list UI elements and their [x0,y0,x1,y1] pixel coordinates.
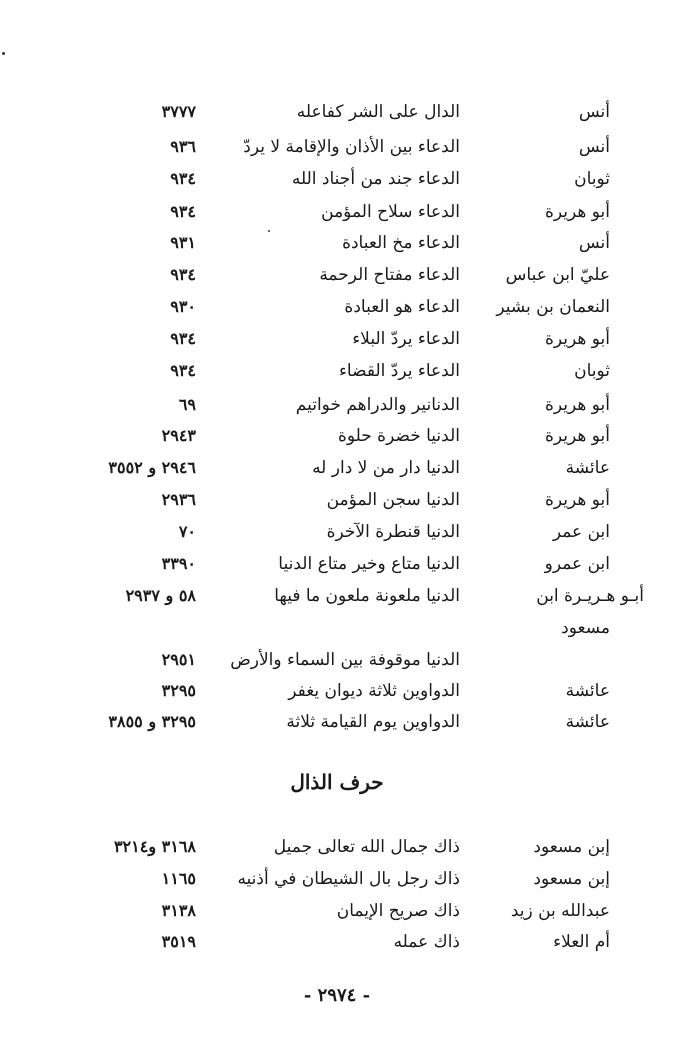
list-item [0,707,674,737]
hadith-text: الدنيا ملعونة ملعون ما فيها [274,586,460,606]
narrator: النعمان بن بشير [496,297,610,317]
hadith-number: ٣٢٩٥ [161,681,196,700]
list-item-continuation [0,613,674,643]
hadith-number: ١١٦٥ [161,869,196,888]
narrator: أبو هريرة [544,490,610,510]
list-item [0,132,674,162]
hadith-text: الدعاء بين الأذان والإقامة لا يردّ [243,137,460,157]
list-item [0,197,674,227]
hadith-text: ذاك صريح الإيمان [336,901,460,921]
list-item [0,864,674,894]
list-item [0,421,674,451]
narrator: إبن مسعود [533,837,610,857]
hadith-text: الدعاء سلاح المؤمن [321,202,460,222]
hadith-number: ٢٩٤٦ و ٣٥٥٢ [108,458,196,477]
hadith-text: الدال على الشر كفاعله [296,102,460,122]
narrator: أنس [578,137,610,157]
hadith-number: ٩٣٤ [170,169,196,188]
hadith-number: ٩٣٤ [170,329,196,348]
hadith-number: ٩٣٤ [170,265,196,284]
narrator: أبو هريرة [544,395,610,415]
hadith-number: ٧٠ [178,522,196,541]
hadith-number: ٣٣٩٠ [161,554,196,573]
narrator: أنس [578,102,610,122]
list-item [0,676,674,706]
list-item [0,896,674,926]
hadith-text: الدنيا قنطرة الآخرة [326,522,460,542]
list-item [0,324,674,354]
hadith-text: الدعاء جند من أجناد الله [291,169,460,189]
hadith-text: الدنانير والدراهم خواتيم [295,395,460,415]
hadith-text: الدنيا سجن المؤمن [326,490,460,510]
hadith-text: ذاك عمله [393,932,460,952]
narrator: ثوبان [574,361,610,381]
narrator: ابن عمر [552,522,610,542]
hadith-number: ٣١٣٨ [161,901,196,920]
narrator: أبو هريرة [544,426,610,446]
hadith-text: الدنيا متاع وخير متاع الدنيا [278,554,460,574]
hadith-number: ٩٣٤ [170,361,196,380]
hadith-text: الدعاء يردّ البلاء [352,329,460,349]
margin-mark [2,52,5,55]
narrator: عليّ ابن عباس [505,265,610,285]
hadith-text: الدعاء مخ العبادة [342,233,460,253]
list-item [0,485,674,515]
hadith-text: ذاك رجل بال الشيطان في أذنيه [237,869,460,889]
hadith-text: الدعاء يردّ القضاء [338,361,460,381]
hadith-text: الدنيا دار من لا دار له [312,458,460,478]
narrator: أبـو هـريـرة ابن [536,586,644,606]
list-item [0,390,674,420]
hadith-number: ٥٨ و ٢٩٣٧ [125,586,196,605]
hadith-number: ٣٥١٩ [161,932,196,951]
narrator: إبن مسعود [533,869,610,889]
hadith-number: ٢٩٤٣ [161,426,196,445]
narrator: أبو هريرة [544,329,610,349]
list-item [0,517,674,547]
narrator: عائشة [565,458,610,478]
hadith-number: ٣٧٧٧ [161,102,196,121]
list-item [0,260,674,290]
hadith-text: الدعاء مفتاح الرحمة [319,265,460,285]
list-item [0,927,674,957]
hadith-number: ٣١٦٨ و٣٢١٤ [113,837,196,856]
list-item [0,549,674,579]
narrator: أم العلاء [553,932,610,952]
list-item [0,645,674,675]
list-item [0,356,674,386]
narrator-continuation: مسعود [561,618,610,638]
hadith-text: الدنيا خضرة حلوة [337,426,460,446]
hadith-number: ٣٢٩٥ و ٣٨٥٥ [108,712,196,731]
list-item [0,453,674,483]
narrator: عبدالله بن زيد [510,901,610,921]
hadith-number: ٩٣٦ [170,137,196,156]
list-item [0,832,674,862]
list-item [0,97,674,127]
list-item [0,164,674,194]
hadith-text: الدواوين ثلاثة ديوان يغفر [288,681,460,701]
hadith-number: ٦٩ [178,395,196,414]
narrator: أنس [578,233,610,253]
narrator: عائشة [565,712,610,732]
hadith-number: ٩٣١ [170,233,196,252]
hadith-text: الدعاء هو العبادة [344,297,460,317]
hadith-number: ٩٣٤ [170,202,196,221]
hadith-text: ذاك جمال الله تعالى جميل [273,837,460,857]
narrator: عائشة [565,681,610,701]
page-number: - ٢٩٧٤ - [303,985,371,1006]
list-item [0,228,674,258]
hadith-text: الدواوين يوم القيامة ثلاثة [286,712,460,732]
list-item [0,292,674,322]
hadith-number: ٩٣٠ [170,297,196,316]
hadith-number: ٢٩٥١ [161,650,196,669]
narrator: ابن عمرو [544,554,610,574]
hadith-text: الدنيا موقوفة بين السماء والأرض [230,650,460,670]
narrator: ثوبان [574,169,610,189]
hadith-number: ٢٩٣٦ [161,490,196,509]
narrator: أبو هريرة [544,202,610,222]
list-item [0,581,674,611]
section-title: حرف الذال [290,770,384,794]
